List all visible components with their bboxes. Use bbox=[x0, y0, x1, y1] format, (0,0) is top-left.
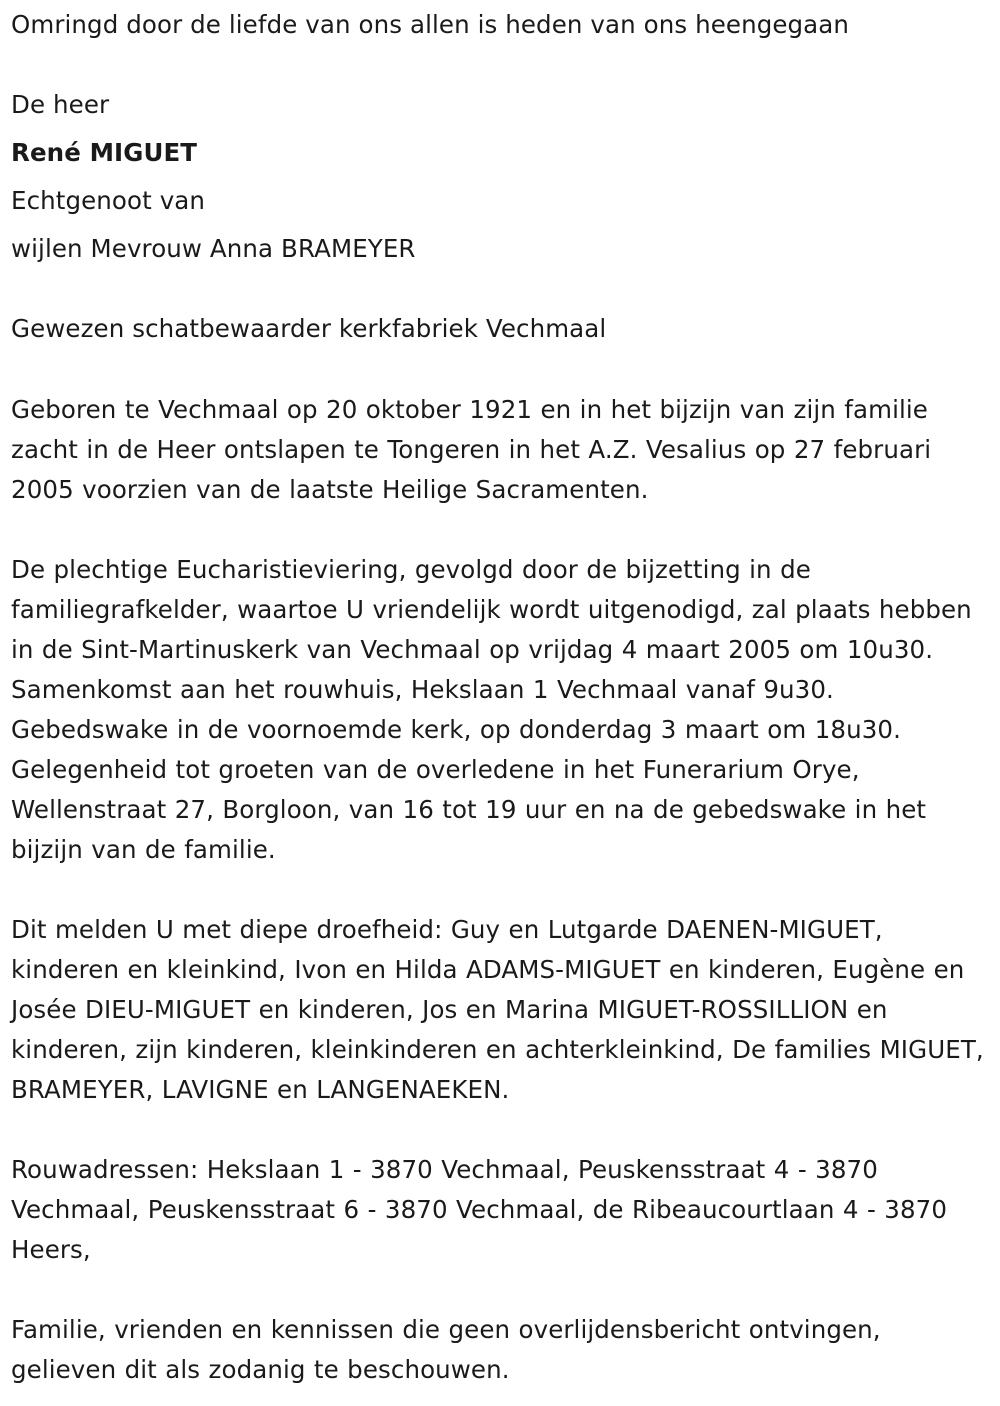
intro-line: Omringd door de liefde van ons allen is heden van ons heengegaan bbox=[11, 10, 850, 39]
spouse-name: wijlen Mevrouw Anna BRAMEYER bbox=[11, 234, 416, 263]
function-line: Gewezen schatbewaarder kerkfabriek Vechmaal bbox=[11, 314, 607, 343]
spouse-label: Echtgenoot van bbox=[11, 186, 206, 215]
salutation: De heer bbox=[11, 90, 110, 119]
closing-paragraph: Familie, vrienden en kennissen die geen overlijdensbericht ontvingen, gelieven dit als zodanig te beschouwen. bbox=[11, 1315, 881, 1384]
birth-death-paragraph: Geboren te Vechmaal op 20 oktober 1921 en in het bijzijn van zijn familie zacht in de Heer ontslapen te Tongeren in het A.Z. Vesalius op 27 februari 2005 voorzien van de laatste Heilige Sacramenten. bbox=[11, 395, 932, 504]
announcers-paragraph: Dit melden U met diepe droefheid: Guy en Lutgarde DAENEN-MIGUET, kinderen en kleinkind, Ivon en Hilda ADAMS-MIGUET en kinderen, Eugène en Josée DIEU-MIGUET en kinderen, Jos en Marina MIGUET-ROSSILLION en kinderen, zijn kinderen, kleinkinderen en achterkleinkind, De families MIGUET, BRAMEYER, LAVIGNE en LANGENAEKEN. bbox=[11, 915, 984, 1104]
ceremony-paragraph: De plechtige Eucharistieviering, gevolgd door de bijzetting in de familiegrafkelder, waartoe U vriendelijk wordt uitgenodigd, zal plaats hebben in de Sint-Martinuskerk van Vechmaal op vrijdag 4 maart 2005 om 10u30. Samenkomst aan het rouwhuis, Hekslaan 1 Vechmaal vanaf 9u30. Gebedswake in de voornoemde kerk, op donderdag 3 maart om 18u30. Gelegenheid tot groeten van de overledene in het Funerarium Orye, Wellenstraat 27, Borgloon, van 16 tot 19 uur en na de gebedswake in het bijzijn van de familie. bbox=[11, 555, 972, 864]
deceased-name: René MIGUET bbox=[11, 138, 198, 167]
addresses-paragraph: Rouwadressen: Hekslaan 1 - 3870 Vechmaal, Peuskensstraat 4 - 3870 Vechmaal, Peuskensstraat 6 - 3870 Vechmaal, de Ribeaucourtlaan 4 - 3870 Heers, bbox=[11, 1155, 948, 1264]
